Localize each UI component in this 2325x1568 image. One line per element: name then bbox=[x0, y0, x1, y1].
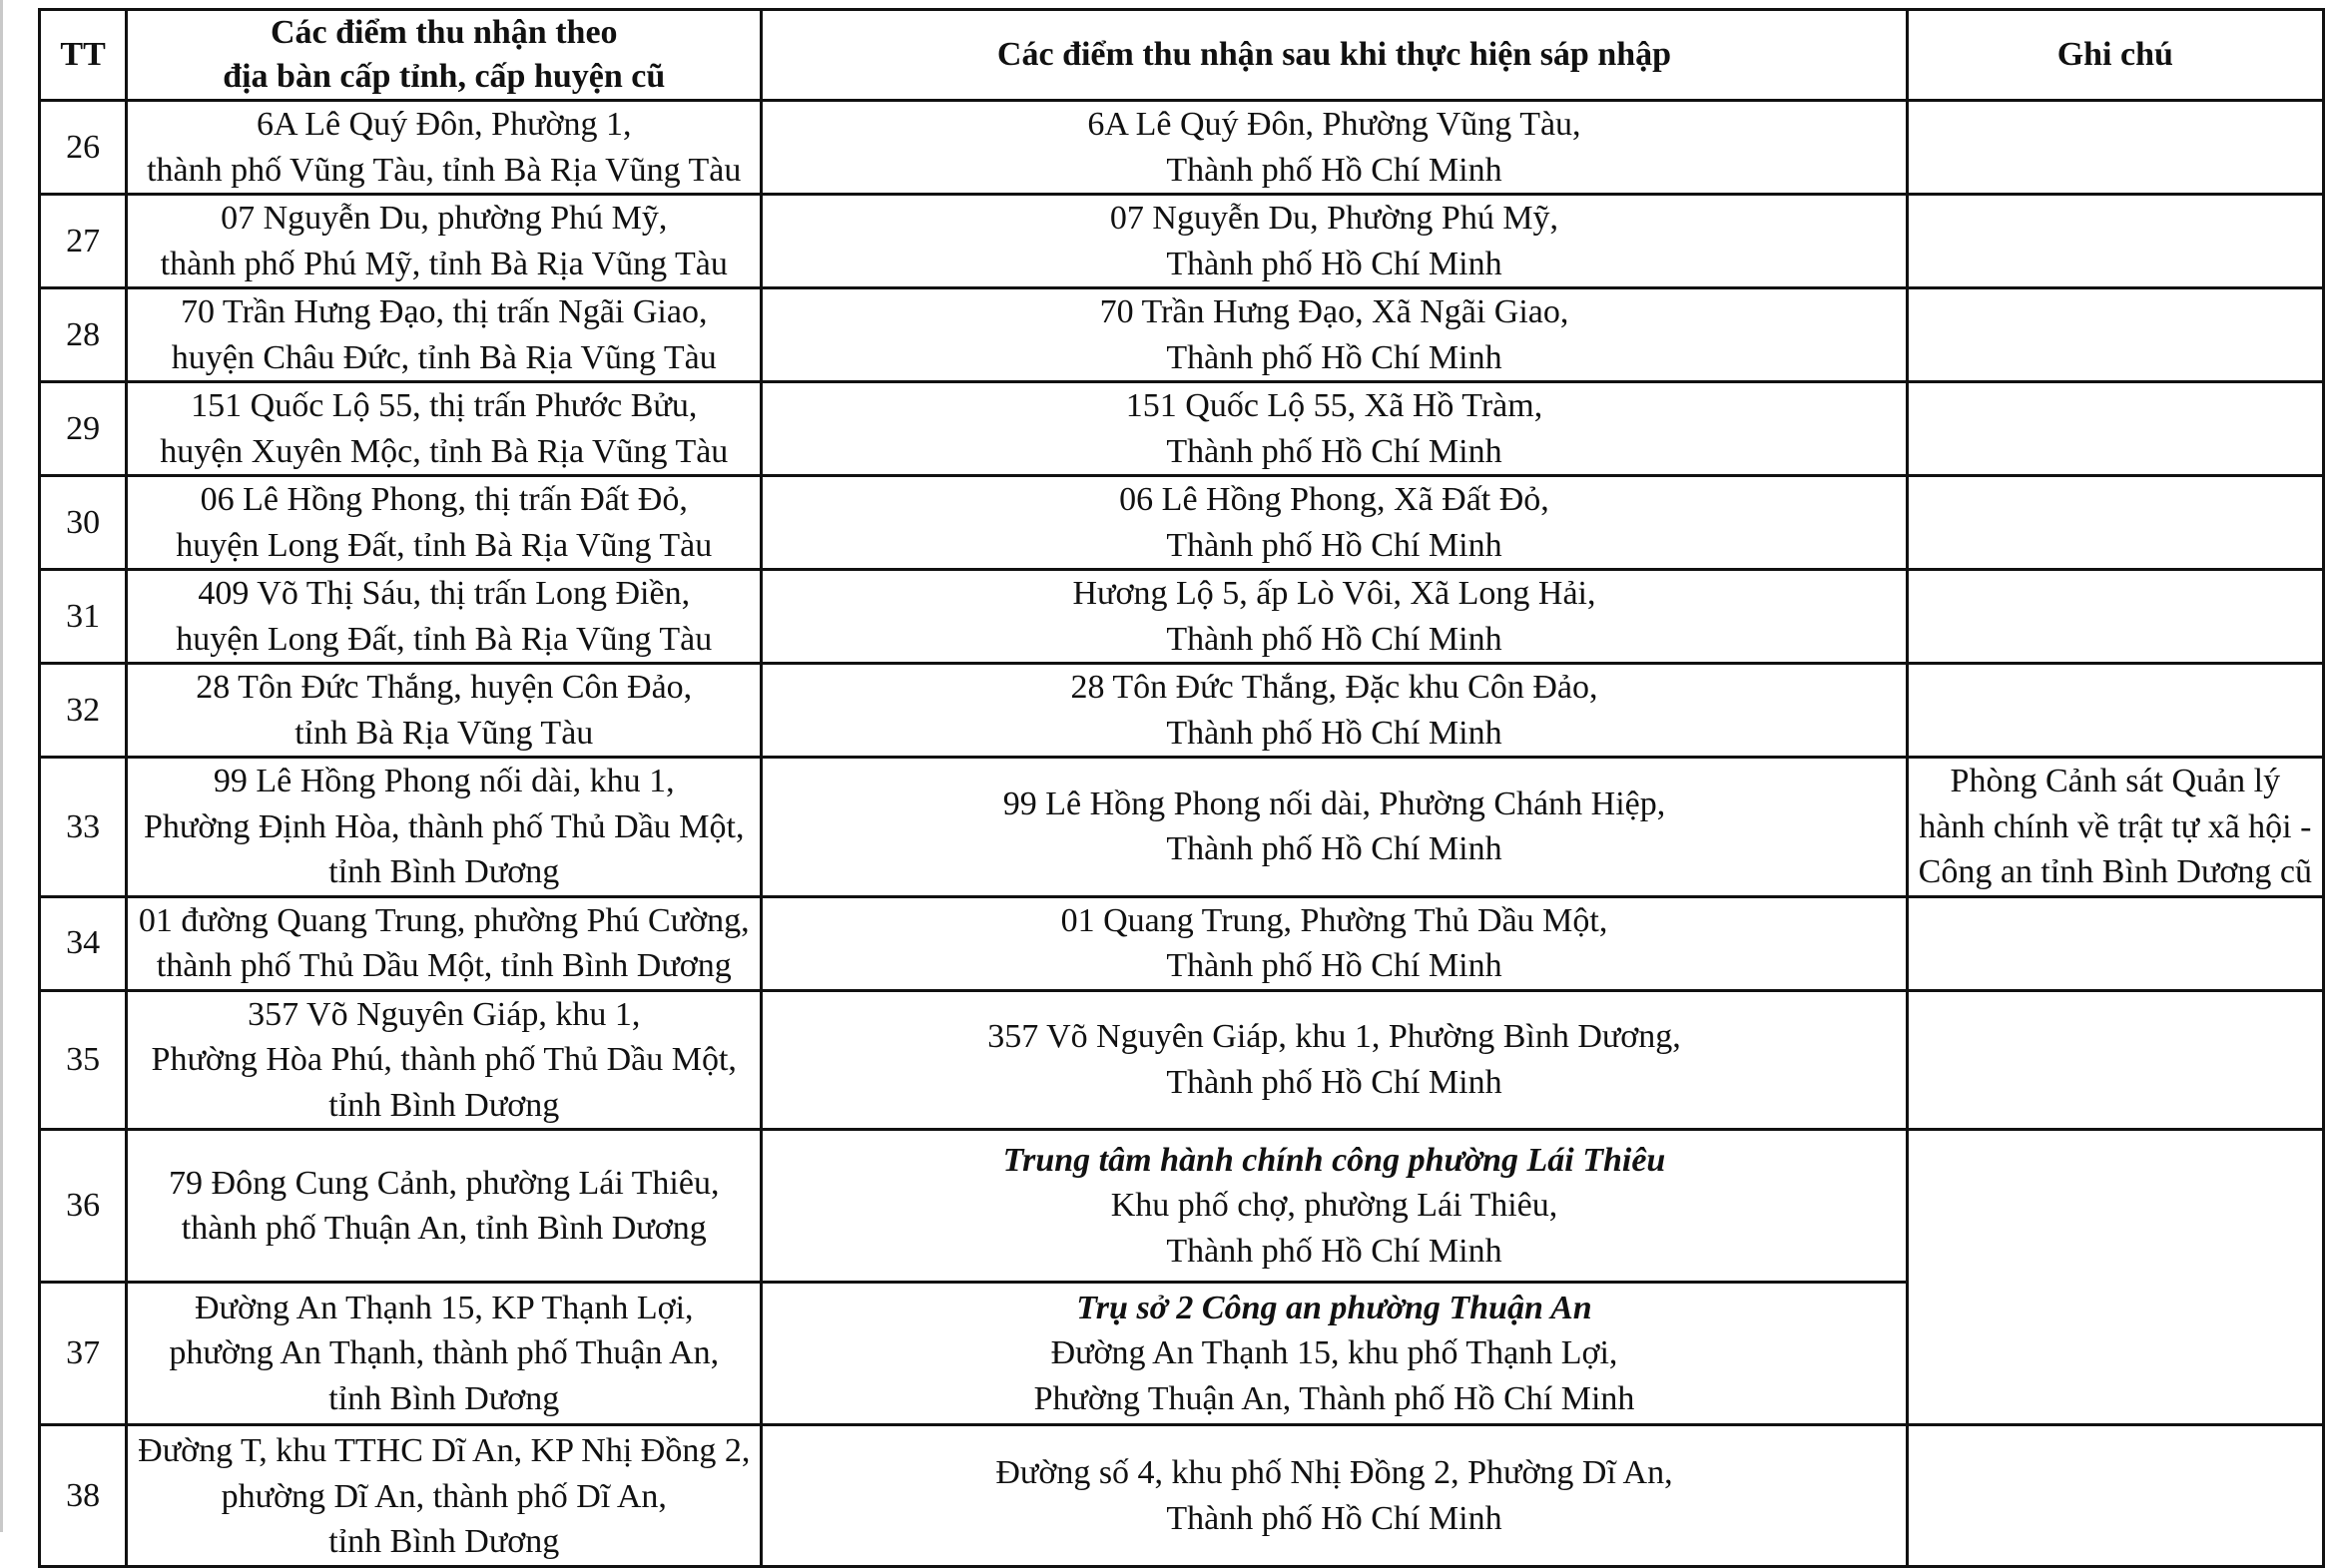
old-address-line: 99 Lê Hồng Phong nối dài, khu 1, bbox=[213, 763, 675, 799]
table-header-row bbox=[40, 10, 2324, 101]
table-row bbox=[40, 288, 2324, 382]
old-address-line: tỉnh Bình Dương bbox=[328, 1086, 560, 1124]
old-address-line: thành phố Thủ Dầu Một, tỉnh Bình Dương bbox=[156, 947, 732, 984]
old-address-line: 357 Võ Nguyên Giáp, khu 1, bbox=[248, 995, 641, 1033]
new-address-line: 28 Tôn Đức Thắng, Đặc khu Côn Đảo, bbox=[1070, 669, 1598, 706]
new-address-line: Thành phố Hồ Chí Minh bbox=[1166, 245, 1502, 282]
row-number: 29 bbox=[40, 382, 127, 476]
new-address bbox=[762, 195, 1907, 288]
old-address-line: tỉnh Bình Dương bbox=[328, 853, 560, 890]
note-line: Công an tỉnh Bình Dương cũ bbox=[1918, 853, 2312, 890]
new-address bbox=[762, 101, 1907, 195]
row-number: 33 bbox=[40, 758, 127, 897]
note-cell bbox=[1907, 476, 2323, 570]
old-address-line: 01 đường Quang Trung, phường Phú Cường, bbox=[138, 901, 750, 939]
new-address-line: 151 Quốc Lộ 55, Xã Hồ Tràm, bbox=[1125, 387, 1543, 424]
row-number: 34 bbox=[40, 896, 127, 990]
new-address bbox=[762, 476, 1907, 570]
old-address-line: phường An Thạnh, thành phố Thuận An, bbox=[169, 1334, 720, 1372]
old-address-line: 151 Quốc Lộ 55, thị trấn Phước Bửu, bbox=[191, 387, 698, 424]
table-row bbox=[40, 570, 2324, 664]
note-cell bbox=[1907, 101, 2323, 195]
new-address bbox=[762, 896, 1907, 990]
table-row bbox=[40, 1425, 2324, 1567]
old-address-line: 07 Nguyễn Du, phường Phú Mỹ, bbox=[221, 200, 668, 237]
row-number: 26 bbox=[40, 101, 127, 195]
note-cell bbox=[1907, 1283, 2323, 1425]
new-address-line: Đường An Thạnh 15, khu phố Thạnh Lợi, bbox=[1050, 1334, 1618, 1372]
row-number: 36 bbox=[40, 1130, 127, 1283]
new-address-line: Thành phố Hồ Chí Minh bbox=[1166, 432, 1502, 470]
old-address-line: Phường Hòa Phú, thành phố Thủ Dầu Một, bbox=[151, 1041, 737, 1078]
header-old-points bbox=[127, 10, 762, 101]
old-address-line: thành phố Phú Mỹ, tỉnh Bà Rịa Vũng Tàu bbox=[160, 245, 728, 282]
row-number: 30 bbox=[40, 476, 127, 570]
note-cell bbox=[1907, 758, 2323, 897]
row-number: 37 bbox=[40, 1283, 127, 1425]
old-address-line: 70 Trần Hưng Đạo, thị trấn Ngãi Giao, bbox=[181, 293, 708, 330]
old-address-line: huyện Xuyên Mộc, tỉnh Bà Rịa Vũng Tàu bbox=[160, 432, 729, 470]
note-cell bbox=[1907, 896, 2323, 990]
old-address-line: Đường An Thạnh 15, KP Thạnh Lợi, bbox=[194, 1289, 694, 1326]
new-address-title: Trụ sở 2 Công an phường Thuận An bbox=[1076, 1289, 1592, 1326]
old-address-line: thành phố Vũng Tàu, tỉnh Bà Rịa Vũng Tàu bbox=[147, 151, 742, 189]
header-old-line1: Các điểm thu nhận theo bbox=[270, 14, 618, 51]
note-cell bbox=[1907, 288, 2323, 382]
note-line: Phòng Cảnh sát Quản lý bbox=[1950, 763, 2281, 799]
old-address bbox=[127, 990, 762, 1130]
new-address-line: Thành phố Hồ Chí Minh bbox=[1166, 151, 1502, 189]
old-address-line: huyện Châu Đức, tỉnh Bà Rịa Vũng Tàu bbox=[171, 338, 717, 376]
new-address-line: Hương Lộ 5, ấp Lò Vôi, Xã Long Hải, bbox=[1072, 575, 1596, 612]
note-cell bbox=[1907, 195, 2323, 288]
new-address bbox=[762, 1425, 1907, 1567]
row-number: 28 bbox=[40, 288, 127, 382]
new-address-line: 01 Quang Trung, Phường Thủ Dầu Một, bbox=[1060, 901, 1608, 939]
new-address-line: 07 Nguyễn Du, Phường Phú Mỹ, bbox=[1109, 200, 1559, 237]
new-address bbox=[762, 382, 1907, 476]
old-address bbox=[127, 1130, 762, 1283]
note-cell bbox=[1907, 1425, 2323, 1567]
row-number: 32 bbox=[40, 664, 127, 758]
header-note: Ghi chú bbox=[1907, 10, 2323, 101]
old-address-line: huyện Long Đất, tỉnh Bà Rịa Vũng Tàu bbox=[176, 526, 713, 564]
table-row bbox=[40, 382, 2324, 476]
new-address bbox=[762, 570, 1907, 664]
old-address bbox=[127, 664, 762, 758]
old-address bbox=[127, 1425, 762, 1567]
table-row bbox=[40, 758, 2324, 897]
row-number: 31 bbox=[40, 570, 127, 664]
table-row bbox=[40, 101, 2324, 195]
new-address-title: Trung tâm hành chính công phường Lái Thiêu bbox=[1002, 1141, 1666, 1179]
new-address bbox=[762, 990, 1907, 1130]
old-address-line: 409 Võ Thị Sáu, thị trấn Long Điền, bbox=[198, 575, 691, 612]
old-address-line: 79 Đông Cung Cảnh, phường Lái Thiêu, bbox=[169, 1164, 720, 1202]
table-row bbox=[40, 1283, 2324, 1425]
old-address-line: huyện Long Đất, tỉnh Bà Rịa Vũng Tàu bbox=[176, 620, 713, 658]
table-row bbox=[40, 664, 2324, 758]
new-address-line: 06 Lê Hồng Phong, Xã Đất Đỏ, bbox=[1119, 481, 1549, 518]
header-new-points: Các điểm thu nhận sau khi thực hiện sáp nhập bbox=[762, 10, 1907, 101]
new-address-line: Thành phố Hồ Chí Minh bbox=[1166, 338, 1502, 376]
old-address-line: phường Dĩ An, thành phố Dĩ An, bbox=[221, 1477, 667, 1515]
old-address-line: tỉnh Bình Dương bbox=[328, 1379, 560, 1417]
new-address-line: Thành phố Hồ Chí Minh bbox=[1166, 1063, 1502, 1101]
old-address-line: 06 Lê Hồng Phong, thị trấn Đất Đỏ, bbox=[200, 481, 688, 518]
note-cell bbox=[1907, 1130, 2323, 1283]
old-address bbox=[127, 896, 762, 990]
old-address bbox=[127, 570, 762, 664]
row-number: 35 bbox=[40, 990, 127, 1130]
reception-points-table bbox=[38, 8, 2325, 1568]
new-address bbox=[762, 1130, 1907, 1283]
new-address-line: 6A Lê Quý Đôn, Phường Vũng Tàu, bbox=[1087, 106, 1581, 143]
old-address bbox=[127, 288, 762, 382]
note-cell bbox=[1907, 570, 2323, 664]
new-address-line: Thành phố Hồ Chí Minh bbox=[1166, 620, 1502, 658]
header-old-line2: địa bàn cấp tỉnh, cấp huyện cũ bbox=[223, 58, 666, 95]
old-address bbox=[127, 382, 762, 476]
new-address-line: 99 Lê Hồng Phong nối dài, Phường Chánh Hiệp, bbox=[1002, 784, 1666, 822]
new-address-line: Thành phố Hồ Chí Minh bbox=[1166, 526, 1502, 564]
new-address-line: Phường Thuận An, Thành phố Hồ Chí Minh bbox=[1033, 1379, 1635, 1417]
new-address bbox=[762, 664, 1907, 758]
page-edge-rule bbox=[0, 0, 3, 1532]
new-address-line: Thành phố Hồ Chí Minh bbox=[1166, 714, 1502, 752]
table-row bbox=[40, 195, 2324, 288]
old-address bbox=[127, 101, 762, 195]
new-address bbox=[762, 1283, 1907, 1425]
row-number: 27 bbox=[40, 195, 127, 288]
old-address-line: 6A Lê Quý Đôn, Phường 1, bbox=[257, 106, 632, 143]
new-address-line: Thành phố Hồ Chí Minh bbox=[1166, 947, 1502, 984]
old-address-line: tỉnh Bà Rịa Vũng Tàu bbox=[294, 714, 594, 752]
new-address bbox=[762, 758, 1907, 897]
note-line: hành chính về trật tự xã hội - bbox=[1919, 807, 2312, 845]
note-cell bbox=[1907, 990, 2323, 1130]
new-address bbox=[762, 288, 1907, 382]
row-number: 38 bbox=[40, 1425, 127, 1567]
new-address-line: Thành phố Hồ Chí Minh bbox=[1166, 1232, 1502, 1270]
note-cell bbox=[1907, 664, 2323, 758]
old-address-line: 28 Tôn Đức Thắng, huyện Côn Đảo, bbox=[196, 669, 693, 706]
new-address-line: Thành phố Hồ Chí Minh bbox=[1166, 1499, 1502, 1537]
old-address bbox=[127, 195, 762, 288]
old-address-line: thành phố Thuận An, tỉnh Bình Dương bbox=[181, 1210, 707, 1247]
new-address-line: 357 Võ Nguyên Giáp, khu 1, Phường Bình Dương, bbox=[987, 1018, 1681, 1056]
note-cell bbox=[1907, 382, 2323, 476]
table-row bbox=[40, 896, 2324, 990]
old-address bbox=[127, 1283, 762, 1425]
new-address-line: 70 Trần Hưng Đạo, Xã Ngãi Giao, bbox=[1099, 293, 1569, 330]
old-address bbox=[127, 476, 762, 570]
header-tt: TT bbox=[40, 10, 127, 101]
table-row bbox=[40, 1130, 2324, 1283]
old-address-line: Phường Định Hòa, thành phố Thủ Dầu Một, bbox=[144, 807, 745, 845]
old-address-line: tỉnh Bình Dương bbox=[328, 1523, 560, 1560]
old-address-line: Đường T, khu TTHC Dĩ An, KP Nhị Đồng 2, bbox=[138, 1432, 751, 1469]
old-address bbox=[127, 758, 762, 897]
new-address-line: Khu phố chợ, phường Lái Thiêu, bbox=[1110, 1187, 1558, 1225]
new-address-line: Đường số 4, khu phố Nhị Đồng 2, Phường Dĩ An, bbox=[995, 1454, 1673, 1491]
new-address-line: Thành phố Hồ Chí Minh bbox=[1166, 830, 1502, 868]
table-row bbox=[40, 990, 2324, 1130]
table-row bbox=[40, 476, 2324, 570]
